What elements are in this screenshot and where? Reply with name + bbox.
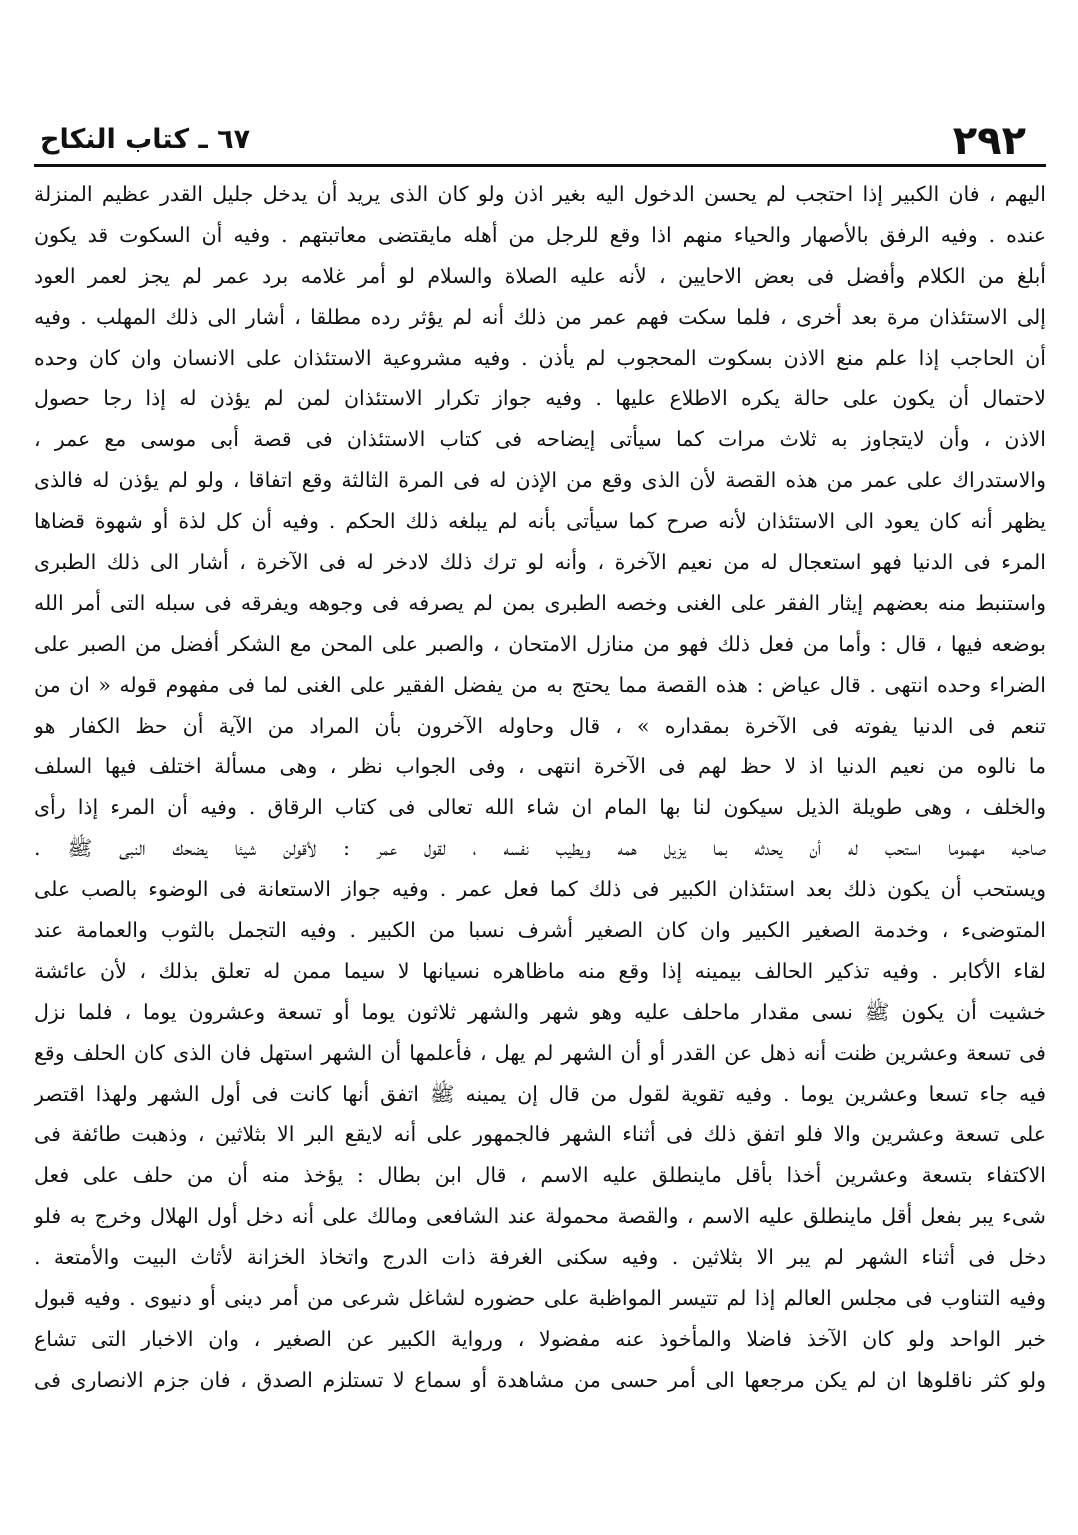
text-line: المرء فى الدنيا فهو استعجال له من نعيم الآخرة ، وأنه لو ترك ذلك لادخر له فى الآخرة ، أشار الى ذلك الطبرى (34, 550, 1046, 575)
text-line: والاستدراك على عمر من هذه القصة لأن الذى وقع من الإذن له فى المرة الثالثة وقع اتفاقا ، ولو لم يؤذن له فالذى (34, 468, 1046, 493)
text-line: والخلف ، وهى طويلة الذيل سيكون لنا بها المام ان شاء الله تعالى فى كتاب الرقاق . وفيه أن المرء إذا رأى (34, 795, 1046, 820)
text-line: بوضعه فيها ، قال : وأما من فعل ذلك فهو من منازل الامتحان ، والصبر على المحن مع الشكر أفضل من الصبر على (34, 631, 1046, 656)
text-line: وفيه التناوب فى مجلس العالم إذا لم تتيسر المواظبة على حضوره لشاغل شرعى من أمر دينى أو دنيوى . وفيه قبول (34, 1286, 1046, 1311)
text-line: ويستحب أن يكون ذلك بعد استئذان الكبير فى ذلك كما فعل عمر . وفيه جواز الاستعانة فى الوضوء بالصب على (34, 877, 1046, 902)
text-line: خشيت أن يكون ﷺ نسى مقدار ماحلف عليه وهو شهر والشهر ثلاثون يوما أو تسعة وعشرون يوما ، فلما نزل (34, 999, 1046, 1024)
text-line: الضراء وحده انتهى . قال عياض : هذه القصة مما يحتج به من يفضل الفقير على الغنى لما فى مفهوم قوله « ان من (34, 672, 1046, 697)
text-line: يظهر أنه كان يعود الى الاستئذان لأنه صرح كما سيأتى بأنه لم يبلغه ذلك الحكم . وفيه أن كل لذة أو شهوة قضاها (34, 509, 1046, 534)
text-line: أن الحاجب إذا علم منع الاذن بسكوت المحجوب لم يأذن . وفيه مشروعية الاستئذان على الانسان وان كان وحده (34, 345, 1046, 370)
text-line: الاكتفاء بتسعة وعشرين أخذا بأقل ماينطلق عليه الاسم ، قال ابن بطال : يؤخذ منه أن من حلف على فعل (34, 1163, 1046, 1188)
text-line: الاذن ، وأن لايتجاوز به ثلاث مرات كما سيأتى إيضاحه فى كتاب الاستئذان فى قصة أبى موسى مع عمر ، (34, 427, 1046, 452)
text-line: دخل فى أثناء الشهر لم يبر الا بثلاثين . وفيه سكنى الغرفة ذات الدرج واتخاذ الخزانة لأثاث البيت والأمتعة . (34, 1245, 1046, 1270)
text-line: على تسعة وعشرين والا فلو اتفق ذلك فى أثناء الشهر فالجمهور على أنه لايقع البر الا بثلاثين ، وذهبت طائفة فى (34, 1122, 1046, 1147)
text-line: لاحتمال أن يكون على حالة يكره الاطلاع عليها . وفيه جواز تكرار الاستئذان لمن لم يؤذن له إذا رجا حصول (34, 386, 1046, 411)
text-line: فى تسعة وعشرين ظنت أنه ذهل عن القدر أو أن الشهر لم يهل ، فأعلمها أن الشهر استهل فان الذى كان الحلف وقع (34, 1040, 1046, 1065)
text-line: واستنبط منه بعضهم إيثار الفقر على الغنى وخصه الطبرى بمن لم يصرفه فى وجوهه ويفرقه فى سبله التى أمر الله (34, 590, 1046, 615)
text-line: فيه جاء تسعا وعشرين يوما . وفيه تقوية لقول من قال إن يمينه ﷺ اتفق أنها كانت فى أول الشهر ولهذا اقتصر (34, 1081, 1046, 1106)
page-number: ٢٩٢ (952, 118, 1026, 164)
text-line: إلى الاستئذان مرة بعد أخرى ، فلما سكت فهم عمر من ذلك أنه لم يؤثر رده مطلقا ، أشار الى ذلك المهلب . وفيه (34, 304, 1046, 329)
text-line: اليهم ، فان الكبير إذا احتجب لم يحسن الدخول اليه بغير اذن ولو كان الذى يريد أن يدخل جليل القدر عظيم المنزلة (34, 182, 1046, 206)
body-text (34, 174, 1046, 1401)
text-line: لقاء الأكابر . وفيه تذكير الحالف بيمينه إذا وقع منه ماظاهره نسيانها لا سيما ممن له تعلق بذلك ، لأن عائشة (34, 958, 1046, 983)
text-line: شىء يبر بفعل أقل ماينطلق عليه الاسم ، والقصة محمولة عند الشافعى ومالك على أنه دخل أول الهلال وخرج به فلو (34, 1204, 1046, 1229)
text-line: خبر الواحد ولو كان الآخذ فاضلا والمأخوذ عنه مفضولا ، ورواية الكبير عن الصغير ، وان الاخبار التى تشاع (34, 1326, 1046, 1351)
running-title: ٦٧ ـ كتاب النكاح (40, 124, 251, 155)
page-header (34, 108, 1046, 168)
text-line: تنعم فى الدنيا يفوته فى الآخرة بمقداره » ، قال وحاوله الآخرون بأن المراد من الآية أن حظ الكفار هو (34, 713, 1046, 738)
text-line: المتوضىء ، وخدمة الصغير الكبير وان كان الصغير أشرف نسبا من الكبير . وفيه التجمل بالثوب والعمامة عند (34, 918, 1046, 943)
text-line: أبلغ من الكلام وأفضل فى بعض الاحايين ، لأنه عليه الصلاة والسلام لو أمر غلامه برد عمر لم يجز لعمر العود (34, 263, 1046, 288)
text-line: صاحبه مهموما استحب له أن يحدثه بما يزيل همه ويطيب نفسه ، لقول عمر : لأقولن شيئا يضحك النبى ﷺ . (34, 836, 1046, 861)
header-rule (34, 164, 1046, 167)
text-line: عنده . وفيه الرفق بالأصهار والحياء منهم اذا وقع للرجل من أهله مايقتضى معاتبتهم . وفيه أن السكوت قد يكون (34, 222, 1046, 247)
text-line: ما نالوه من نعيم الدنيا اذ لا حظ لهم فى الآخرة انتهى ، وفى الجواب نظر ، وهى مسألة اختلف فيها السلف (34, 754, 1046, 779)
text-line: ولو كثر ناقلوها ان لم يكن مرجعها الى أمر حسى من مشاهدة أو سماع لا تستلزم الصدق ، فان جزم الانصارى فى (34, 1367, 1046, 1392)
